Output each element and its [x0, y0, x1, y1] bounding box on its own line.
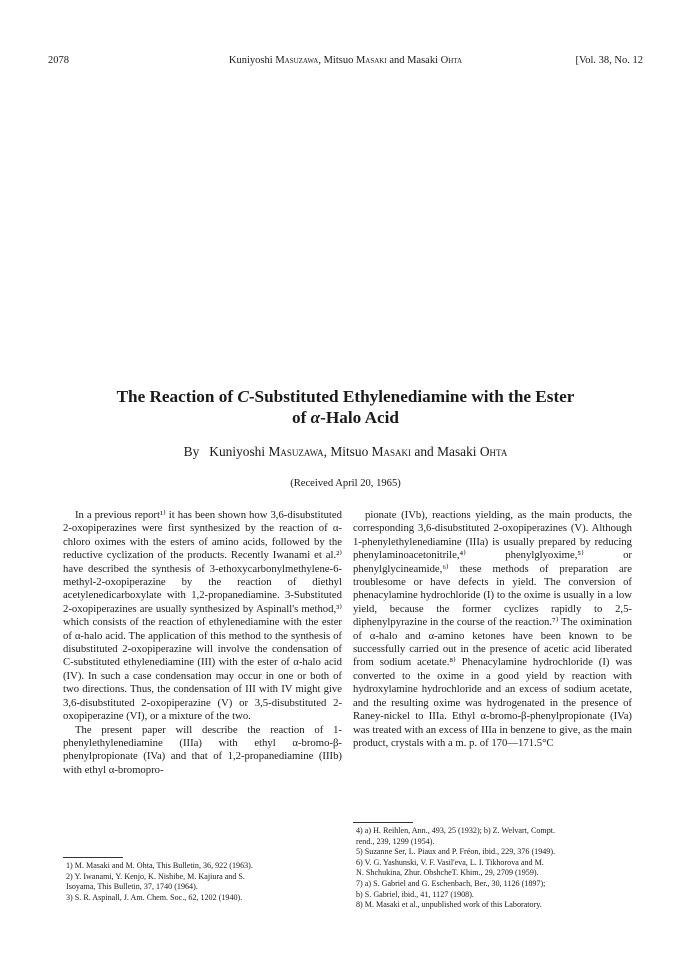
author-text: Masuzawa	[268, 444, 324, 459]
body-column-left	[63, 509, 342, 777]
byline-by: By	[183, 444, 200, 459]
received-date: (Received April 20, 1965)	[290, 478, 401, 489]
footnote: 3) S. R. Aspinall, J. Am. Chem. Soc., 62, 1202 (1940).	[66, 892, 243, 902]
footnote: Isoyama, This Bulletin, 37, 1740 (1964).	[66, 882, 198, 892]
title-text: -Halo Acid	[320, 408, 399, 427]
body-paragraph: pionate (IVb), reactions yielding, as the main products, the corresponding 3,6-disubstituted 2-oxopiperazines (V). Although 1-phenylethylenediamine (IIIa) is usually prepared by reducing phenylaminoacetonitrile,⁴⁾ phenylglyoxime,⁵⁾ or phenylglycineamide,⁶⁾ these methods of preparation are troublesome or have defects in yield. The conversion of phenacylamine hydrochloride (I) to the oxime is usually in a low yield, because the former cyclizes rapidly to 2,5-diphenylpyrazine in the course of the reaction.⁷⁾ The oximination of α-halo and α-amino ketones have been known to be successfully carried out in the presence of acetic acid liberated from sodium acetate.⁸⁾ Phenacylamine hydrochloride (I) was converted to the oxime in a good yield by reaction with hydroxylamine hydrochloride and an excess of sodium acetate, and the resulting oxime was hydrogenated in the presence of Raney-nickel to IIIa. Ethyl α-bromo-β-phenylpropionate (IVa) was treated with an excess of IIIa in benzene to give, as the main product, crystals with a m. p. of 170—171.5°C	[353, 509, 632, 749]
title-line-2	[48, 407, 643, 428]
body-paragraph: In a previous report¹⁾ it has been shown how 3,6-disubstituted 2-oxopiperazines were first synthesized by the reaction of α-chloro oximes with the esters of amino acids, followed by the reductive cyclization of the products. Recently Iwanami et al.²⁾ have described the synthesis of 3-ethoxycarbonylmethylene-6-methyl-2-oxopiperazine by the reaction of diethyl acetylenedicarboxylate with 1,2-propanediamine. 3-Substituted 2-oxopiperazines are usually synthesized by Aspinall's method,³⁾ which consists of the reaction of ethylenediamine with the ester of α-halo acid. The application of this method to the synthesis of disubstituted 2-oxopiperazine will involve the condensation of C-substituted ethylenediamine (III) with the ester of α-halo acid (IV). In such a case condensation may occur in one or both of two directions. Thus, the condensation of III with IV might give 3,6-disubstituted 2-oxopiperazine (V) or 3,5-disubstituted 2-oxopiperazine (VI), or a mixture of the two.	[63, 509, 342, 723]
running-head-text: Masaki	[355, 55, 387, 66]
footnote: 1) M. Masaki and M. Ohta, This Bulletin, 36, 922 (1963).	[66, 861, 253, 870]
running-head-text: and Masaki	[386, 55, 441, 66]
footnote: 6) V. G. Yashunski, V. F. Vasil'eva, L. I. Tikhorova and M.	[356, 857, 544, 867]
running-head-text: Ohta	[440, 55, 463, 66]
title-line-1	[48, 386, 643, 407]
title-text: -Substituted Ethylenediamine with the Ester	[248, 387, 575, 406]
footnotes-left	[66, 861, 336, 903]
footnote: b) S. Gabriel, ibid., 41, 1127 (1908).	[356, 889, 474, 899]
footnotes-right	[356, 826, 626, 911]
running-head-text: Masuzawa	[275, 55, 319, 66]
author-byline	[48, 444, 643, 460]
page-number: 2078	[48, 55, 69, 66]
author-text: and Masaki	[411, 444, 480, 459]
running-head	[48, 55, 643, 66]
footnote: 8) M. Masaki et al., unpublished work of this Laboratory.	[356, 900, 542, 910]
body-paragraph: The present paper will describe the reaction of 1-phenylethylenediamine (IIIa) with ethyl α-bromo-β-phenylpropionate (IVa) and that of 1,2-propanediamine (IIIb) with ethyl α-bromopro-	[63, 723, 342, 776]
article-title	[48, 386, 643, 428]
footnote: 7) a) S. Gabriel and G. Eschenbach, Ber., 30, 1126 (1897);	[356, 878, 546, 888]
footnote-rule	[63, 857, 123, 858]
title-text: α	[310, 408, 321, 427]
footnote: rend., 239, 1299 (1954).	[356, 836, 435, 846]
footnote: 5) Suzanne Ser, L. Piaux and P. Fréon, ibid., 229, 376 (1949).	[356, 847, 556, 857]
footnote: N. Shchukina, Zhur. ObshcheT. Khim., 29, 2709 (1959).	[356, 868, 539, 878]
author-text: Masaki	[371, 444, 412, 459]
title-text: C	[237, 387, 249, 406]
title-text: The Reaction of	[116, 387, 238, 406]
running-head-text: Kuniyoshi	[228, 55, 276, 66]
footnote: 4) a) H. Reihlen, Ann., 493, 25 (1932); b) Z. Welvart, Compt.	[356, 826, 556, 835]
footnote-rule	[353, 822, 413, 823]
body-column-right	[353, 509, 632, 750]
footnote: 2) Y. Iwanami, Y. Kenjo, K. Nishibe, M. Kajiura and S.	[66, 871, 245, 881]
author-text: , Mitsuo	[323, 444, 372, 459]
running-header	[48, 55, 643, 71]
title-text: of	[292, 408, 311, 427]
running-head-text: , Mitsuo	[318, 55, 356, 66]
volume-label: [Vol. 38, No. 12	[575, 55, 643, 66]
author-text: Kuniyoshi	[209, 444, 269, 459]
author-text: Ohta	[479, 444, 508, 459]
